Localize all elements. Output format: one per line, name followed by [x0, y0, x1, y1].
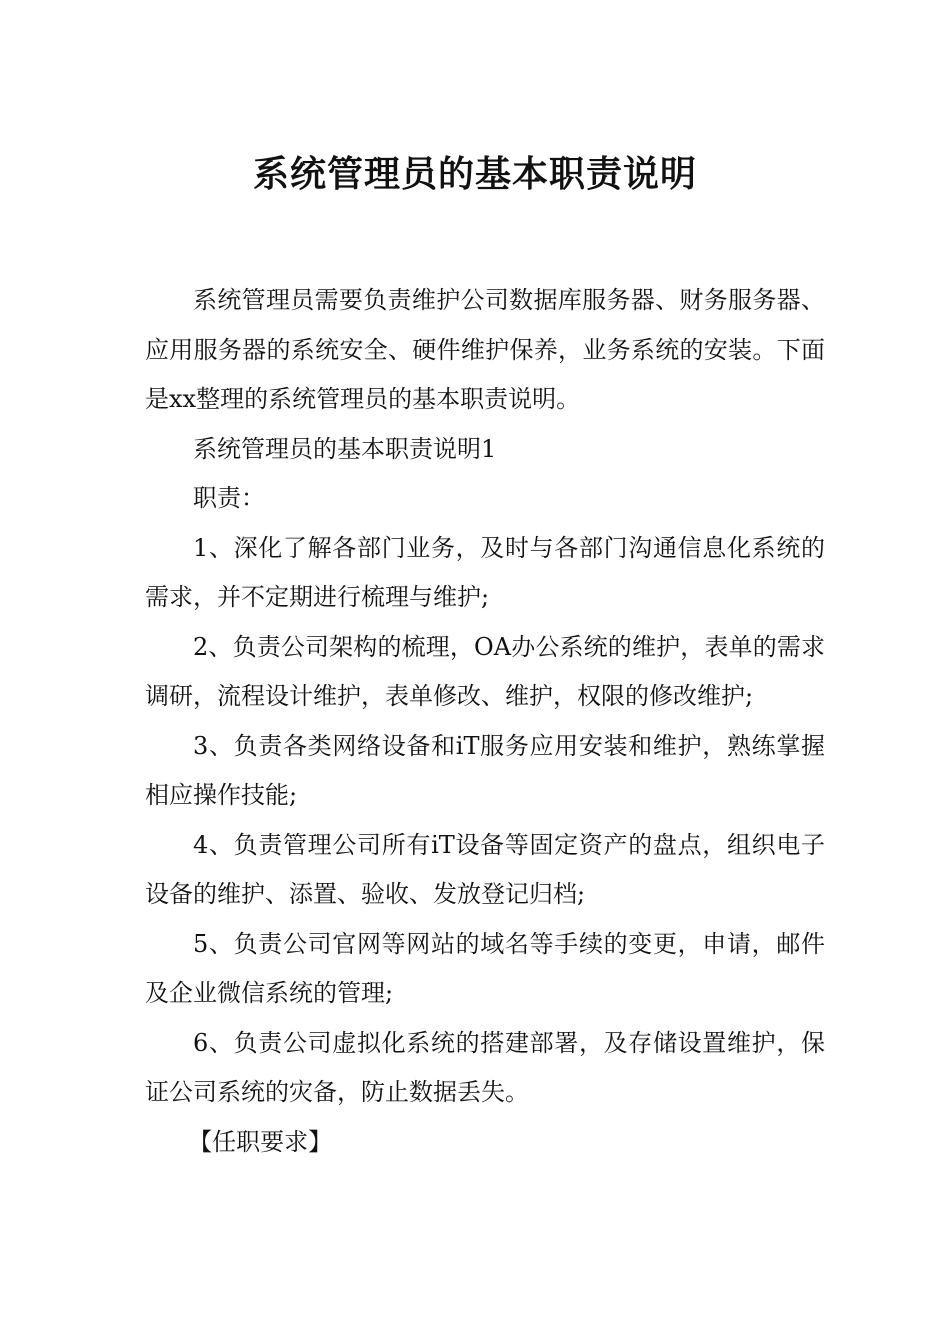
duty-item-4: 4、负责管理公司所有iT设备等固定资产的盘点，组织电子设备的维护、添置、验收、发放登记归档; [145, 830, 825, 908]
duty-item-1: 1、深化了解各部门业务，及时与各部门沟通信息化系统的需求，并不定期进行梳理与维护; [145, 533, 825, 611]
intro-paragraph: 系统管理员需要负责维护公司数据库服务器、财务服务器、应用服务器的系统安全、硬件维护保养，业务系统的安装。下面是xx整理的系统管理员的基本职责说明。 [145, 286, 825, 413]
document-body [145, 276, 825, 1167]
duty-item-5: 5、负责公司官网等网站的域名等手续的变更，申请，邮件及企业微信系统的管理; [145, 929, 825, 1007]
section-heading: 系统管理员的基本职责说明1 [193, 434, 497, 463]
duty-item-6: 6、负责公司虚拟化系统的搭建部署，及存储设置维护，保证公司系统的灾备，防止数据丢失。 [145, 1028, 825, 1106]
duty-item-2: 2、负责公司架构的梳理，OA办公系统的维护，表单的需求调研，流程设计维护，表单修改、维护，权限的修改维护; [145, 632, 825, 710]
requirements-heading: 【任职要求】 [188, 1127, 333, 1156]
document-title: 系统管理员的基本职责说明 [252, 154, 697, 196]
duties-label: 职责： [193, 484, 265, 512]
duty-item-3: 3、负责各类网络设备和iT服务应用安装和维护，熟练掌握相应操作技能; [145, 731, 825, 809]
